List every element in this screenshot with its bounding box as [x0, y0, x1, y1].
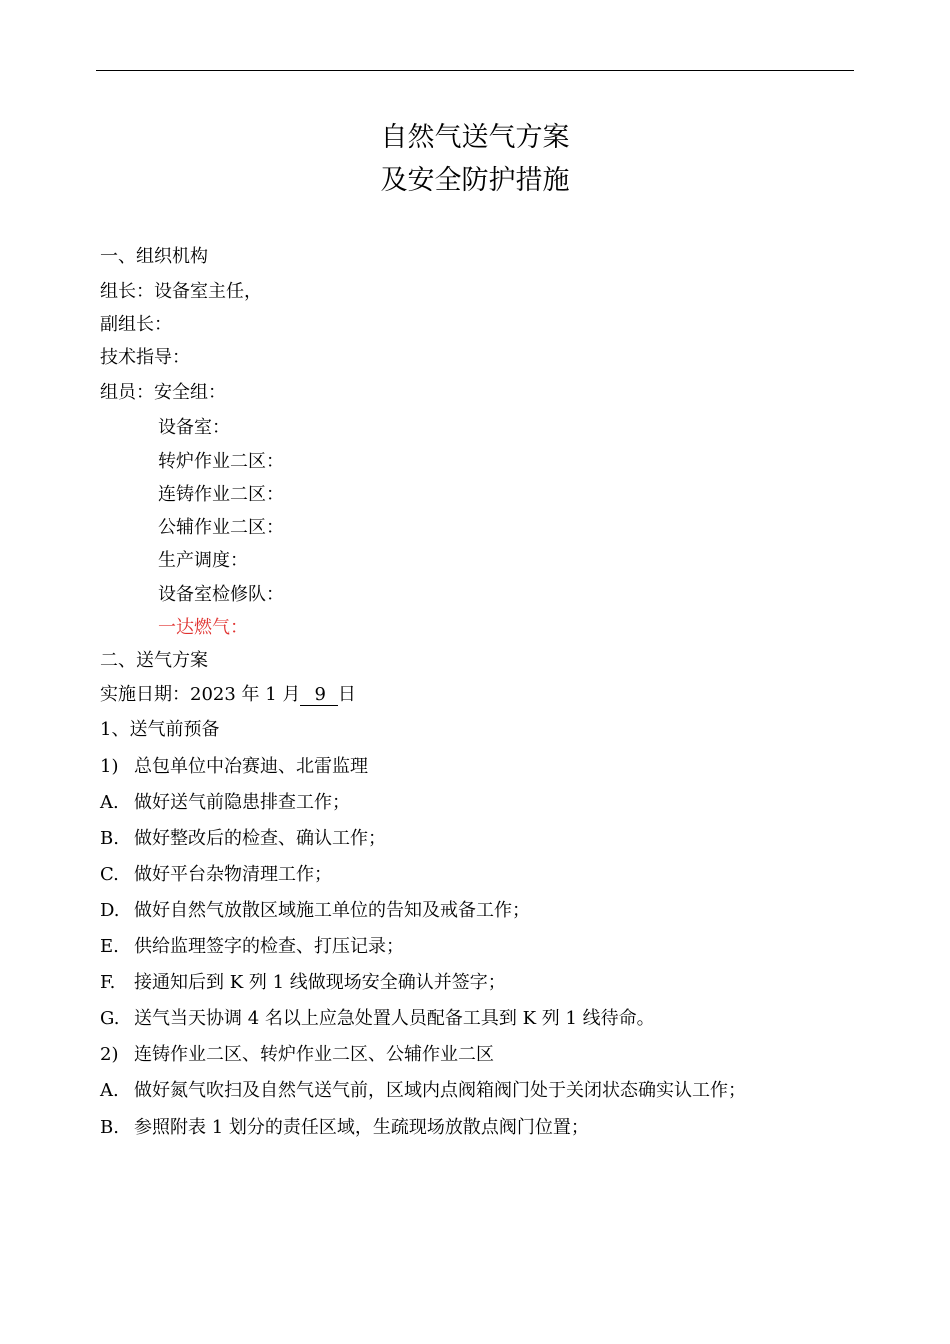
- list-item: [100, 1007, 655, 1031]
- member-item: 转炉作业二区：: [158, 451, 284, 472]
- member-item: 公辅作业二区：: [158, 517, 284, 538]
- member-item: 设备室检修队：: [158, 584, 284, 605]
- step1-heading: 1、送气前预备: [100, 719, 220, 740]
- member-item-highlighted: 一达燃气：: [158, 617, 248, 638]
- date-day: 9: [300, 685, 337, 706]
- list-marker: 2): [100, 1044, 119, 1065]
- sub-heading-2: [100, 1043, 494, 1067]
- list-marker: F.: [100, 972, 116, 993]
- list-item: [100, 791, 350, 815]
- member-item: 生产调度：: [158, 550, 248, 571]
- section-heading-organization: 一、组织机构: [100, 246, 208, 267]
- member-item: 连铸作业二区：: [158, 484, 284, 505]
- list-marker: B.: [100, 1117, 119, 1138]
- list-marker: 1): [100, 756, 119, 777]
- list-marker: A.: [100, 792, 119, 813]
- list-text: 做好整改后的检查、确认工作；: [134, 828, 386, 849]
- list-text: 参照附表 1 划分的责任区域，生疏现场放散点阀门位置；: [134, 1117, 589, 1138]
- members-label-line: 组员：安全组：: [100, 382, 226, 403]
- list-marker: C.: [100, 864, 119, 885]
- list-text: 做好自然气放散区域施工单位的告知及戒备工作；: [134, 900, 530, 921]
- list-marker: E.: [100, 936, 119, 957]
- list-marker: G.: [100, 1008, 120, 1029]
- list-marker: B.: [100, 828, 119, 849]
- title-line-1: 自然气送气方案: [380, 122, 570, 153]
- list-item: [100, 935, 404, 959]
- implementation-date-line: [100, 683, 356, 707]
- list-text: 接通知后到 K 列 1 线做现场安全确认并签字；: [134, 972, 506, 993]
- list-item: [100, 827, 386, 851]
- section-heading-plan: 二、送气方案: [100, 650, 208, 671]
- list-text: 送气当天协调 4 名以上应急处置人员配备工具到 K 列 1 线待命。: [134, 1008, 655, 1029]
- list-text: 做好送气前隐患排查工作；: [134, 792, 350, 813]
- vice-leader-line: 副组长：: [100, 314, 172, 335]
- date-prefix: 实施日期：2023 年 1 月: [100, 684, 301, 705]
- list-item: [100, 1079, 746, 1103]
- list-marker: D.: [100, 900, 120, 921]
- list-item: [100, 899, 530, 923]
- date-suffix: 日: [337, 684, 356, 705]
- sub-heading-1: [100, 755, 368, 779]
- list-item: [100, 863, 332, 887]
- title-line-2: 及安全防护措施: [380, 165, 570, 196]
- list-text: 做好平台杂物清理工作；: [134, 864, 332, 885]
- member-item: 设备室：: [158, 417, 230, 438]
- header-rule: [96, 70, 854, 71]
- tech-guide-line: 技术指导：: [100, 347, 190, 368]
- list-text: 做好氮气吹扫及自然气送气前，区域内点阀箱阀门处于关闭状态确实认工作；: [134, 1080, 746, 1101]
- document-title: [0, 116, 950, 202]
- list-marker: A.: [100, 1080, 119, 1101]
- list-item: [100, 971, 506, 995]
- list-text: 总包单位中冶赛迪、北雷监理: [134, 756, 368, 777]
- leader-line: 组长：设备室主任，: [100, 281, 262, 302]
- list-item: [100, 1116, 589, 1140]
- list-text: 供给监理签字的检查、打压记录；: [134, 936, 404, 957]
- list-text: 连铸作业二区、转炉作业二区、公辅作业二区: [134, 1044, 494, 1065]
